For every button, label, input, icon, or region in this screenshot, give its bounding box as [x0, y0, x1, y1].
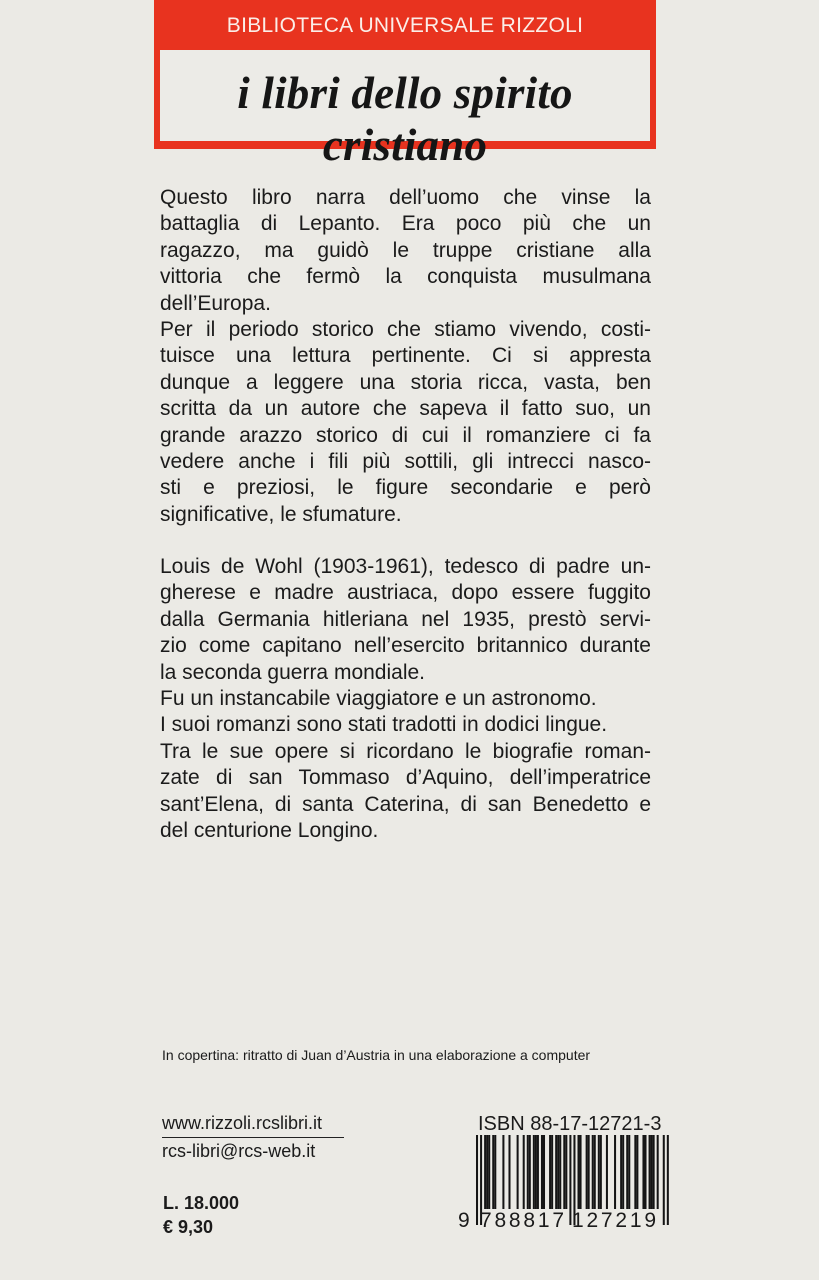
barcode-bar: [614, 1135, 616, 1209]
barcode-bar: [502, 1135, 504, 1209]
barcode-bar: [642, 1135, 644, 1209]
barcode-bar: [551, 1135, 553, 1209]
barcode-bar: [634, 1135, 636, 1209]
text-line: la seconda guerra mondiale.: [160, 660, 426, 684]
text-line: sti e preziosi, le figure secondarie e però: [160, 476, 651, 500]
barcode-bar: [517, 1135, 519, 1209]
text-line: vedere anche i fili più sottili, gli intrecci nasco-: [160, 450, 651, 474]
text-line: sant’Elena, di santa Caterina, di san Benedetto e: [160, 792, 651, 816]
text-line: del centurione Longino.: [160, 819, 379, 843]
barcode-bar: [644, 1135, 646, 1209]
collection-title: i libri dello spirito cristiano: [237, 68, 573, 170]
blurb-paragraph-1: [160, 185, 651, 528]
barcode-bar: [557, 1135, 559, 1209]
barcode-bar: [476, 1135, 478, 1225]
barcode-digits-right: 127219: [572, 1209, 656, 1232]
barcode-bar: [628, 1135, 630, 1209]
barcode-bar: [578, 1135, 580, 1209]
isbn-number: ISBN 88-17-12721-3: [478, 1113, 662, 1135]
barcode-bar: [537, 1135, 539, 1209]
text-line: battaglia di Lepanto. Era poco più che un: [160, 212, 651, 236]
text-line: dalla Germania hitleriana nel 1935, prestò servi-: [160, 607, 651, 631]
website-link[interactable]: www.rizzoli.rcslibri.it: [162, 1113, 344, 1138]
text-line: dell’Europa.: [160, 291, 271, 315]
barcode-bar: [592, 1135, 594, 1209]
barcode-bar: [606, 1135, 608, 1209]
barcode-bar: [486, 1135, 488, 1209]
barcode-bar: [555, 1135, 557, 1209]
text-line: Per il periodo storico che stiamo vivendo, costi-: [160, 318, 651, 342]
author-bio-paragraph: [160, 554, 651, 844]
barcode-bar: [651, 1135, 653, 1209]
barcode-bar: [622, 1135, 624, 1209]
text-line: Louis de Wohl (1903-1961), tedesco di padre un-: [160, 555, 651, 578]
text-line: I suoi romanzi sono stati tradotti in dodici lingue.: [160, 713, 608, 737]
barcode-bar: [484, 1135, 486, 1209]
barcode-bar: [594, 1135, 596, 1209]
barcode-bar: [488, 1135, 490, 1209]
text-line: grande arazzo storico di cui il romanziere ci fa: [160, 423, 651, 447]
barcode-digits-left: 788817: [480, 1209, 564, 1232]
text-line: scritta da un autore che sapeva il fatto suo, un: [160, 397, 651, 421]
cover-credit: In copertina: ritratto di Juan d’Austria in una elaborazione a computer: [162, 1047, 591, 1063]
barcode-bar: [580, 1135, 582, 1209]
barcode-bar: [657, 1135, 659, 1209]
text-line: Tra le sue opere si ricordano le biografie roman-: [160, 739, 651, 763]
email-link[interactable]: rcs-libri@rcs-web.it: [162, 1141, 316, 1161]
barcode-bar: [586, 1135, 588, 1209]
barcode-bar: [492, 1135, 494, 1209]
barcode-bar: [563, 1135, 565, 1209]
text-line: gherese e madre austriaca, dopo essere fuggito: [160, 581, 651, 605]
series-name: BIBLIOTECA UNIVERSALE RIZZOLI: [226, 14, 584, 37]
barcode-bar: [533, 1135, 535, 1209]
barcode-bar: [636, 1135, 638, 1209]
barcode-bar: [535, 1135, 537, 1209]
barcode-bar: [649, 1135, 651, 1209]
price-lire: L. 18.000: [163, 1193, 240, 1213]
barcode: [458, 1133, 673, 1233]
barcode-bar: [653, 1135, 655, 1209]
barcode-bar: [541, 1135, 543, 1209]
barcode-bar: [620, 1135, 622, 1209]
series-banner: [154, 0, 656, 170]
barcode-bar: [588, 1135, 590, 1209]
barcode-bar: [598, 1135, 600, 1209]
barcode-digit-first: 9: [458, 1209, 470, 1232]
text-line: dunque a leggere una storia ricca, vasta, ben: [160, 370, 651, 394]
barcode-bar: [565, 1135, 567, 1209]
barcode-bar: [626, 1135, 628, 1209]
barcode-bar: [543, 1135, 545, 1209]
barcode-bar: [529, 1135, 531, 1209]
price-euro: € 9,30: [163, 1217, 214, 1237]
barcode-bar: [663, 1135, 665, 1225]
text-line: ragazzo, ma guidò le truppe cristiane alla: [160, 238, 651, 262]
text-line: Questo libro narra dell’uomo che vinse la: [160, 186, 651, 209]
barcode-bar: [600, 1135, 602, 1209]
text-line: vittoria che fermò la conquista musulmana: [160, 265, 651, 289]
barcode-bar: [523, 1135, 525, 1209]
text-line: tuisce una lettura pertinente. Ci si appresta: [160, 344, 651, 368]
barcode-bar: [559, 1135, 561, 1209]
text-line: significative, le sfumature.: [160, 502, 402, 526]
text-line: zio come capitano nell’esercito britannico durante: [160, 634, 651, 658]
text-line: zate di san Tommaso d’Aquino, dell’imperatrice: [160, 766, 651, 790]
text-line: Fu un instancabile viaggiatore e un astronomo.: [160, 687, 597, 711]
barcode-bar: [549, 1135, 551, 1209]
barcode-bar: [667, 1135, 669, 1225]
barcode-bar: [527, 1135, 529, 1209]
barcode-bar: [508, 1135, 510, 1209]
collection-box: [160, 50, 650, 170]
barcode-bar: [494, 1135, 496, 1209]
